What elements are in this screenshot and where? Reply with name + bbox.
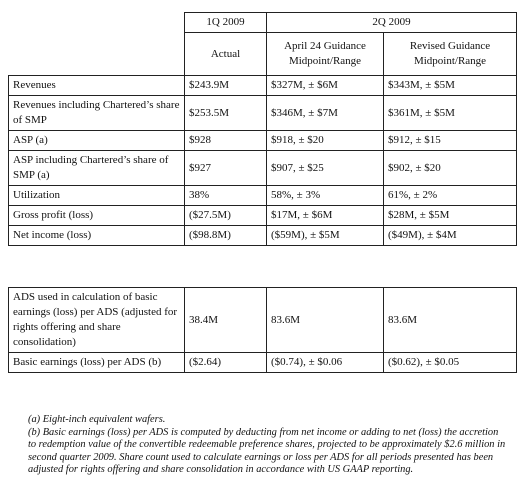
cell-actual: ($27.5M) xyxy=(185,206,267,226)
cell-actual: 38% xyxy=(185,186,267,206)
table-row xyxy=(9,186,517,206)
cell-april: $918, ± $20 xyxy=(267,131,384,151)
cell-revised: ($49M), ± $4M xyxy=(384,226,517,246)
ads-table xyxy=(8,287,517,373)
header-row-periods xyxy=(9,13,517,33)
header-blank-cell xyxy=(9,13,185,76)
cell-revised: $902, ± $20 xyxy=(384,151,517,186)
header-april-line2: Midpoint/Range xyxy=(288,55,362,67)
table-row xyxy=(9,76,517,96)
footnote-b: (b) Basic earnings (loss) per ADS is computed by deducting from net income or adding to net (loss) the accretion to redemption value of the convertible redeemable preference shares, projected to be approximately $2.6 million in second quarter 2009. Share count used to calculate earnings or loss per ADS for all periods presented has been adjusted for rights offering and share consolidation in accordance with US GAAP reporting. xyxy=(28,426,506,476)
row-label: ASP including Chartered’s share of SMP (a) xyxy=(9,151,185,186)
cell-actual: 38.4M xyxy=(185,288,267,353)
table-row xyxy=(9,131,517,151)
cell-revised: ($0.62), ± $0.05 xyxy=(384,353,517,373)
row-label: ASP (a) xyxy=(9,131,185,151)
cell-revised: $912, ± $15 xyxy=(384,131,517,151)
cell-actual: ($2.64) xyxy=(185,353,267,373)
cell-april: $327M, ± $6M xyxy=(267,76,384,96)
cell-actual: $243.9M xyxy=(185,76,267,96)
cell-april: 58%, ± 3% xyxy=(267,186,384,206)
header-revised-line1: Revised Guidance xyxy=(409,40,491,52)
row-label: Gross profit (loss) xyxy=(9,206,185,226)
table-row xyxy=(9,206,517,226)
cell-revised: 61%, ± 2% xyxy=(384,186,517,206)
cell-actual: $928 xyxy=(185,131,267,151)
table-row xyxy=(9,353,517,373)
table-row xyxy=(9,226,517,246)
row-label: Revenues xyxy=(9,76,185,96)
header-april-guidance xyxy=(267,33,384,76)
row-label: Basic earnings (loss) per ADS (b) xyxy=(9,353,185,373)
header-actual: Actual xyxy=(185,33,267,76)
cell-actual: $253.5M xyxy=(185,96,267,131)
table-row xyxy=(9,288,517,353)
cell-revised: $343M, ± $5M xyxy=(384,76,517,96)
table-row xyxy=(9,96,517,131)
cell-april: 83.6M xyxy=(267,288,384,353)
cell-actual: ($98.8M) xyxy=(185,226,267,246)
cell-revised: $361M, ± $5M xyxy=(384,96,517,131)
row-label: Revenues including Chartered’s share of SMP xyxy=(9,96,185,131)
footnotes xyxy=(28,414,508,477)
cell-actual: $927 xyxy=(185,151,267,186)
header-revised-line2: Midpoint/Range xyxy=(413,55,487,67)
header-2q-2009: 2Q 2009 xyxy=(267,13,517,33)
cell-april: $907, ± $25 xyxy=(267,151,384,186)
header-1q-2009: 1Q 2009 xyxy=(185,13,267,33)
row-label: Utilization xyxy=(9,186,185,206)
footnote-a: (a) Eight-inch equivalent wafers. xyxy=(28,414,166,425)
guidance-table xyxy=(8,12,517,246)
cell-april: $346M, ± $7M xyxy=(267,96,384,131)
row-label: Net income (loss) xyxy=(9,226,185,246)
cell-revised: 83.6M xyxy=(384,288,517,353)
cell-revised: $28M, ± $5M xyxy=(384,206,517,226)
header-april-line1: April 24 Guidance xyxy=(284,40,366,52)
cell-april: ($0.74), ± $0.06 xyxy=(267,353,384,373)
table-row xyxy=(9,151,517,186)
cell-april: $17M, ± $6M xyxy=(267,206,384,226)
cell-april: ($59M), ± $5M xyxy=(267,226,384,246)
row-label: ADS used in calculation of basic earnings (loss) per ADS (adjusted for rights offering and share consolidation) xyxy=(9,288,185,353)
header-revised-guidance xyxy=(384,33,517,76)
